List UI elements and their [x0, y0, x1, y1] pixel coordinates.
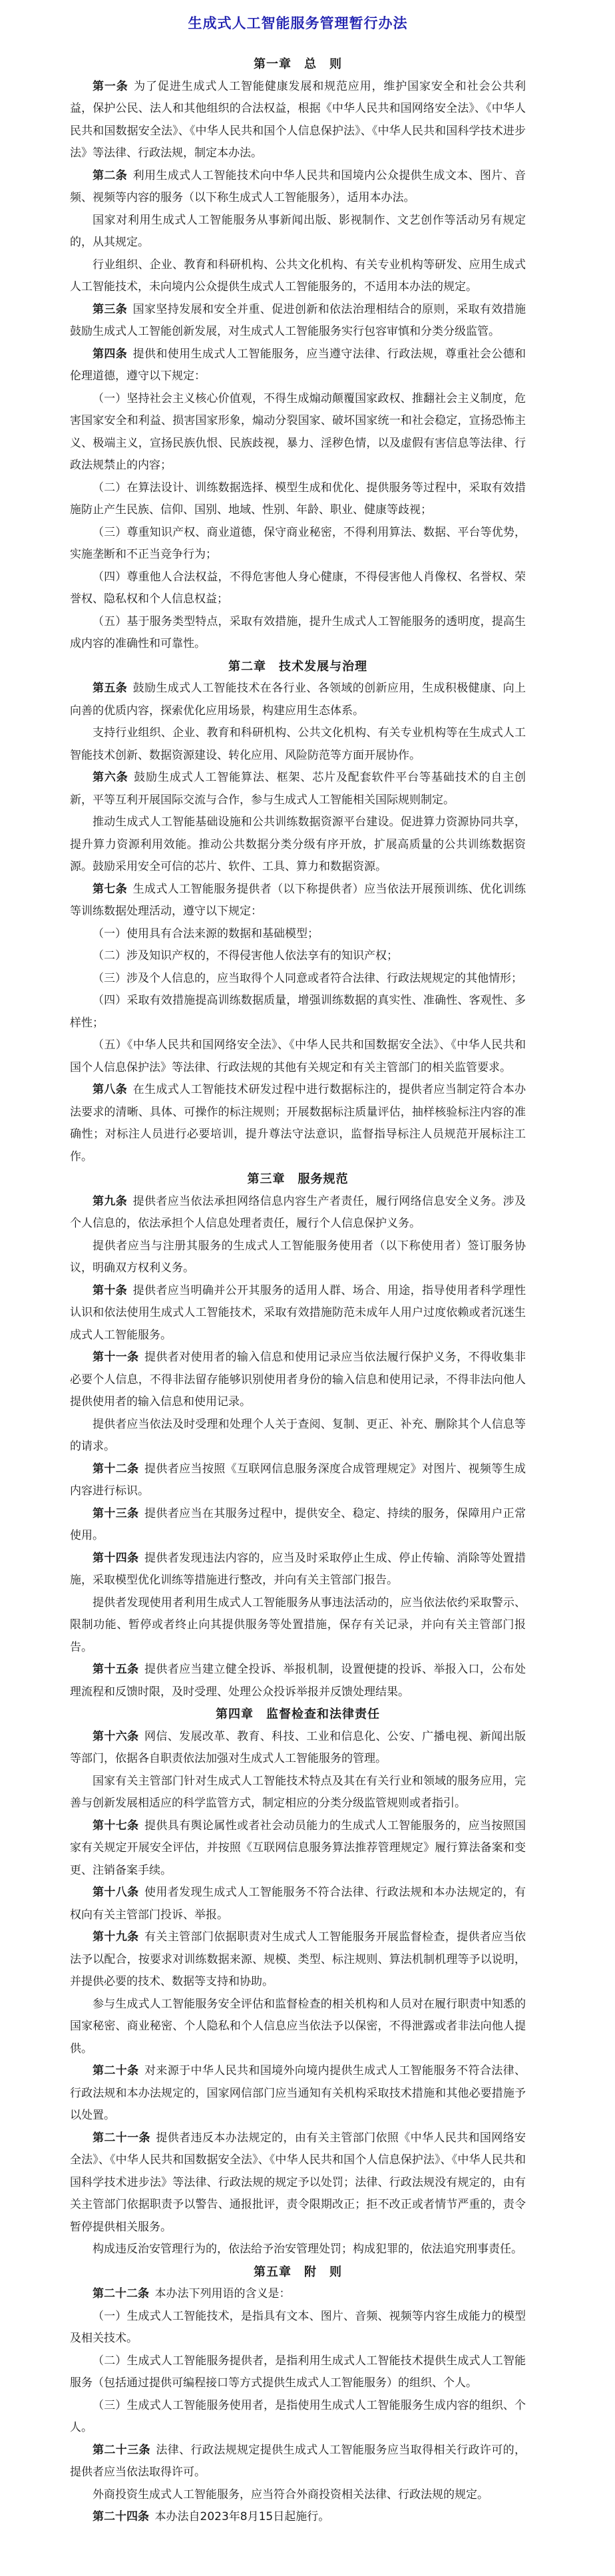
article-number: 第十九条 — [93, 1930, 139, 1944]
article-number: 第九条 — [93, 1194, 128, 1208]
paragraph — [70, 1235, 526, 1280]
paragraph-text: 使用者发现生成式人工智能服务不符合法律、行政法规和本办法规定的，有权向有关主管部门投诉、举报。 — [70, 1886, 526, 1922]
chapter-heading: 第五章 附 则 — [254, 2264, 342, 2279]
paragraph-text: 对来源于中华人民共和国境外向境内提供生成式人工智能服务不符合法律、行政法规和本办法规定的，国家网信部门应当通知有关机构采取技术措施和其他必要措施予以处置。 — [70, 2064, 526, 2122]
article-paragraph — [70, 2440, 526, 2484]
paragraph-text: 提供者应当依法及时受理和处理个人关于查阅、复制、更正、补充、删除其个人信息等的请求。 — [70, 1417, 526, 1453]
paragraph-text: 参与生成式人工智能服务安全评估和监督检查的相关机构和人员对在履行职责中知悉的国家秘密、商业秘密、个人隐私和个人信息应当依法予以保密，不得泄露或者非法向他人提供。 — [70, 1997, 526, 2055]
article-number: 第三条 — [93, 302, 128, 316]
article-paragraph — [70, 1079, 526, 1168]
paragraph-text: （二）在算法设计、训练数据选择、模型生成和优化、提供服务等过程中，采取有效措施防止产生民族、信仰、国别、地域、性别、年龄、职业、健康等歧视； — [70, 481, 526, 517]
article-paragraph — [70, 1815, 526, 1882]
paragraph-text: 生成式人工智能服务提供者（以下称提供者）应当依法开展预训练、优化训练等训练数据处理活动，遵守以下规定： — [70, 882, 526, 918]
paragraph-text: （五）《中华人民共和国网络安全法》、《中华人民共和国数据安全法》、《中华人民共和国个人信息保护法》等法律、行政法规的其他有关规定和有关主管部门的相关监管要求。 — [70, 1038, 526, 1074]
paragraph — [70, 968, 526, 990]
paragraph-text: 提供者应当依法承担网络信息内容生产者责任，履行网络信息安全义务。涉及个人信息的，依法承担个人信息处理者责任，履行个人信息保护义务。 — [70, 1194, 526, 1230]
paragraph-text: 构成违反治安管理行为的，依法给予治安管理处罚；构成犯罪的，依法追究刑事责任。 — [93, 2243, 522, 2256]
article-paragraph — [70, 767, 526, 811]
article-number: 第十六条 — [93, 1729, 139, 1743]
paragraph — [70, 990, 526, 1034]
paragraph-text: （一）使用具有合法来源的数据和基础模型； — [93, 927, 319, 941]
paragraph — [70, 1994, 526, 2061]
paragraph — [70, 388, 526, 477]
paragraph-text: 提供者应当与注册其服务的生成式人工智能服务使用者（以下称使用者）签订服务协议，明确双方权利义务。 — [70, 1239, 526, 1275]
article-number: 第二十四条 — [93, 2510, 149, 2523]
article-paragraph — [70, 1191, 526, 1235]
article-paragraph — [70, 1882, 526, 1926]
article-paragraph — [70, 76, 526, 165]
paragraph-text: 鼓励生成式人工智能技术在各行业、各领域的创新应用，生成积极健康、向上向善的优质内容，探索优化应用场景，构建应用生态体系。 — [70, 682, 526, 718]
paragraph-text: （一）生成式人工智能技术，是指具有文本、图片、音频、视频等内容生成能力的模型及相关技术。 — [70, 2309, 526, 2345]
paragraph — [70, 210, 526, 254]
article-number: 第二十条 — [93, 2064, 139, 2077]
article-paragraph — [70, 2506, 526, 2529]
paragraph-text: 提供具有舆论属性或者社会动员能力的生成式人工智能服务的，应当按照国家有关规定开展安全评估，并按照《互联网信息服务算法推荐管理规定》履行算法备案和变更、注销备案手续。 — [70, 1819, 526, 1877]
paragraph-text: 提供者违反本办法规定的，由有关主管部门依照《中华人民共和国网络安全法》、《中华人民共和国数据安全法》、《中华人民共和国个人信息保护法》、《中华人民共和国科学技术进步法》等法律、行政法规的规定予以处罚；法律、行政法规没有规定的，由有关主管部门依据职责予以警告、通报批评，责令限期改正；拒不改正或者情节严重的，责令暂停提供相关服务。 — [70, 2131, 526, 2234]
article-paragraph — [70, 1458, 526, 1503]
document-title: 生成式人工智能服务管理暂行办法 — [188, 15, 408, 31]
paragraph — [70, 2306, 526, 2350]
paragraph-text: 推动生成式人工智能基础设施和公共训练数据资源平台建设。促进算力资源协同共享，提升算力资源利用效能。推动公共数据分类分级有序开放，扩展高质量的公共训练数据资源。鼓励采用安全可信的芯片、软件、工具、算力和数据资源。 — [70, 815, 526, 873]
paragraph-text: （四）尊重他人合法权益，不得危害他人身心健康，不得侵害他人肖像权、名誉权、荣誉权、隐私权和个人信息权益； — [70, 570, 526, 606]
paragraph-text: 提供和使用生成式人工智能服务，应当遵守法律、行政法规，尊重社会公德和伦理道德，遵守以下规定： — [70, 347, 526, 383]
paragraph — [70, 945, 526, 968]
paragraph — [70, 254, 526, 299]
paragraph-text: 提供者应当在其服务过程中，提供安全、稳定、持续的服务，保障用户正常使用。 — [70, 1506, 526, 1542]
article-paragraph — [70, 2060, 526, 2127]
article-number: 第十四条 — [93, 1551, 139, 1565]
article-paragraph — [70, 1280, 526, 1347]
chapter-heading: 第二章 技术发展与治理 — [228, 659, 367, 674]
paragraph — [70, 1414, 526, 1458]
paragraph-text: （二）涉及知识产权的，不得侵害他人依法享有的知识产权； — [93, 949, 398, 963]
article-paragraph — [70, 343, 526, 388]
paragraph-text: 国家坚持发展和安全并重、促进创新和依法治理相结合的原则，采取有效措施鼓励生成式人工智能创新发展，对生成式人工智能服务实行包容审慎和分类分级监管。 — [70, 302, 526, 338]
paragraph-text: 外商投资生成式人工智能服务，应当符合外商投资相关法律、行政法规的规定。 — [93, 2487, 489, 2501]
article-paragraph — [70, 1347, 526, 1414]
article-number: 第十七条 — [93, 1819, 139, 1832]
article-paragraph — [70, 299, 526, 343]
paragraph-text: 法律、行政法规规定提供生成式人工智能服务应当取得相关行政许可的，提供者应当依法取得许可。 — [70, 2443, 526, 2479]
paragraph — [70, 1771, 526, 1815]
paragraph-text: （一）坚持社会主义核心价值观，不得生成煽动颠覆国家政权、推翻社会主义制度，危害国家安全和利益、损害国家形象，煽动分裂国家、破坏国家统一和社会稳定，宣扬恐怖主义、极端主义，宣扬民族仇恨、民族歧视，暴力、淫秽色情，以及虚假有害信息等法律、行政法规禁止的内容； — [70, 391, 526, 472]
article-paragraph — [70, 1503, 526, 1548]
article-number: 第四条 — [93, 347, 128, 361]
paragraph-text: 国家有关主管部门针对生成式人工智能技术特点及其在有关行业和领域的服务应用，完善与创新发展相适应的科学监管方式，制定相应的分类分级监管规则或者指引。 — [70, 1774, 526, 1810]
paragraph-text: 提供者对使用者的输入信息和使用记录应当依法履行保护义务，不得收集非必要个人信息，不得非法留存能够识别使用者身份的输入信息和使用记录，不得非法向他人提供使用者的输入信息和使用记录。 — [70, 1351, 526, 1408]
paragraph — [70, 2350, 526, 2395]
paragraph-text: 提供者发现使用者利用生成式人工智能服务从事违法活动的，应当依法依约采取警示、限制功能、暂停或者终止向其提供服务等处置措施，保存有关记录，并向有关主管部门报告。 — [70, 1596, 526, 1654]
article-number: 第十一条 — [93, 1351, 139, 1364]
paragraph — [70, 2239, 526, 2261]
chapter-heading: 第一章 总 则 — [254, 57, 342, 71]
paragraph-text: 提供者应当按照《互联网信息服务深度合成管理规定》对图片、视频等生成内容进行标识。 — [70, 1462, 526, 1498]
article-paragraph — [70, 2127, 526, 2239]
chapter-heading: 第四章 监督检查和法律责任 — [216, 1707, 380, 1721]
paragraph-text: 国家对利用生成式人工智能服务从事新闻出版、影视制作、文艺创作等活动另有规定的，从其规定。 — [70, 213, 526, 249]
paragraph-text: 本办法下列用语的含义是： — [154, 2287, 291, 2300]
article-number: 第十五条 — [93, 1663, 139, 1676]
article-number: 第七条 — [93, 882, 128, 896]
paragraph-text: 提供者发现违法内容的，应当及时采取停止生成、停止传输、消除等处置措施，采取模型优化训练等措施进行整改，并向有关主管部门报告。 — [70, 1551, 526, 1587]
article-paragraph — [70, 1548, 526, 1592]
article-paragraph — [70, 1726, 526, 1771]
paragraph — [70, 2484, 526, 2507]
paragraph-text: 为了促进生成式人工智能健康发展和规范应用，维护国家安全和社会公共利益，保护公民、法人和其他组织的合法权益，根据《中华人民共和国网络安全法》、《中华人民共和国数据安全法》、《中华人民共和国个人信息保护法》、《中华人民共和国科学技术进步法》等法律、行政法规，制定本办法。 — [70, 79, 526, 160]
article-paragraph — [70, 879, 526, 923]
article-paragraph — [70, 1926, 526, 1994]
paragraph — [70, 722, 526, 767]
article-paragraph — [70, 165, 526, 210]
paragraph — [70, 566, 526, 611]
paragraph — [70, 611, 526, 656]
paragraph-text: 在生成式人工智能技术研发过程中进行数据标注的，提供者应当制定符合本办法要求的清晰、具体、可操作的标注规则；开展数据标注质量评估，抽样核验标注内容的准确性；对标注人员进行必要培训，提升尊法守法意识，监督指导标注人员规范开展标注工作。 — [70, 1083, 526, 1164]
paragraph — [70, 1592, 526, 1659]
chapter-heading: 第三章 服务规范 — [247, 1172, 349, 1186]
article-paragraph — [70, 2283, 526, 2306]
paragraph-text: （二）生成式人工智能服务提供者，是指利用生成式人工智能技术提供生成式人工智能服务（包括通过提供可编程接口等方式提供生成式人工智能服务）的组织、个人。 — [70, 2354, 526, 2390]
paragraph-text: 鼓励生成式人工智能算法、框架、芯片及配套软件平台等基础技术的自主创新，平等互利开展国际交流与合作，参与生成式人工智能相关国际规则制定。 — [70, 771, 526, 807]
paragraph-text: 支持行业组织、企业、教育和科研机构、公共文化机构、有关专业机构等在生成式人工智能技术创新、数据资源建设、转化应用、风险防范等方面开展协作。 — [70, 726, 526, 762]
paragraph-text: （三）尊重知识产权、商业道德，保守商业秘密，不得利用算法、数据、平台等优势，实施垄断和不正当竞争行为； — [70, 525, 526, 561]
article-number: 第二十一条 — [93, 2131, 150, 2145]
paragraph — [70, 522, 526, 566]
paragraph — [70, 2395, 526, 2440]
paragraph-text: （五）基于服务类型特点，采取有效措施，提升生成式人工智能服务的透明度，提高生成内容的准确性和可靠性。 — [70, 614, 526, 650]
paragraph-text: （三）涉及个人信息的，应当取得个人同意或者符合法律、行政法规规定的其他情形； — [93, 971, 522, 985]
paragraph-text: 提供者应当明确并公开其服务的适用人群、场合、用途，指导使用者科学理性认识和依法使用生成式人工智能技术，采取有效措施防范未成年人用户过度依赖或者沉迷生成式人工智能服务。 — [70, 1283, 526, 1342]
paragraph-text: 有关主管部门依据职责对生成式人工智能服务开展监督检查，提供者应当依法予以配合，按要求对训练数据来源、规模、类型、标注规则、算法机制机理等予以说明，并提供必要的技术、数据等支持和协助。 — [70, 1930, 526, 1988]
article-paragraph — [70, 1659, 526, 1703]
paragraph — [70, 811, 526, 879]
article-number: 第八条 — [93, 1083, 128, 1096]
article-number: 第一条 — [93, 79, 128, 93]
article-number: 第二十三条 — [93, 2443, 150, 2457]
paragraph-text: 利用生成式人工智能技术向中华人民共和国境内公众提供生成文本、图片、音频、视频等内容的服务（以下称生成式人工智能服务），适用本办法。 — [70, 168, 526, 204]
article-number: 第六条 — [93, 771, 128, 784]
article-number: 第二十二条 — [93, 2287, 149, 2300]
article-number: 第十三条 — [93, 1506, 139, 1520]
article-number: 第十八条 — [93, 1886, 139, 1899]
paragraph — [70, 477, 526, 522]
document-body — [70, 53, 526, 2529]
article-number: 第十条 — [93, 1283, 128, 1297]
paragraph — [70, 923, 526, 946]
paragraph-text: 提供者应当建立健全投诉、举报机制，设置便捷的投诉、举报入口，公布处理流程和反馈时限，及时受理、处理公众投诉举报并反馈处理结果。 — [70, 1663, 526, 1699]
paragraph-text: 网信、发展改革、教育、科技、工业和信息化、公安、广播电视、新闻出版等部门，依据各自职责依法加强对生成式人工智能服务的管理。 — [70, 1729, 526, 1765]
paragraph-text: 本办法自2023年8月15日起施行。 — [154, 2510, 330, 2523]
article-number: 第二条 — [93, 168, 128, 182]
article-number: 第十二条 — [93, 1462, 139, 1476]
article-number: 第五条 — [93, 682, 128, 695]
paragraph-text: 行业组织、企业、教育和科研机构、公共文化机构、有关专业机构等研发、应用生成式人工智能技术，未向境内公众提供生成式人工智能服务的，不适用本办法的规定。 — [70, 258, 526, 294]
paragraph-text: （四）采取有效措施提高训练数据质量，增强训练数据的真实性、准确性、客观性、多样性； — [70, 994, 526, 1030]
article-paragraph — [70, 678, 526, 722]
paragraph-text: （三）生成式人工智能服务使用者，是指使用生成式人工智能服务生成内容的组织、个人。 — [70, 2398, 526, 2434]
paragraph — [70, 1034, 526, 1079]
